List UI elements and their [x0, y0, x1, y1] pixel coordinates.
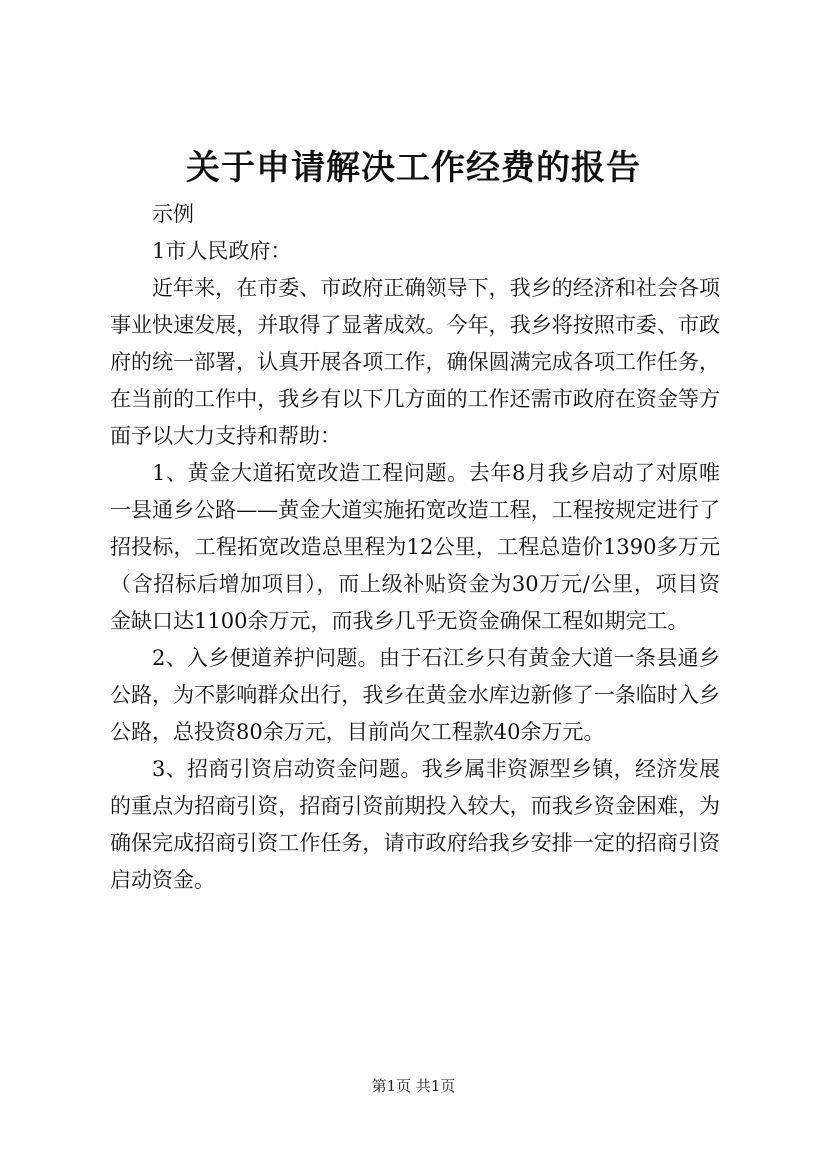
- paragraph-item-2: 2、入乡便道养护问题。由于石江乡只有黄金大道一条县通乡公路，为不影响群众出行，我乡在黄金水库边新修了一条临时入乡公路，总投资80余万元，目前尚欠工程款40余万元。: [110, 646, 720, 744]
- paragraph-salutation: 1市人民政府：: [152, 239, 292, 263]
- paragraph-example-label: 示例: [152, 202, 194, 226]
- page-footer: 第1页 共1页: [371, 1077, 456, 1095]
- paragraph-intro: 近年来，在市委、市政府正确领导下，我乡的经济和社会各项事业快速发展，并取得了显著成效。今年，我乡将按照市委、市政府的统一部署，认真开展各项工作，确保圆满完成各项工作任务，在当前的工作中，我乡有以下几方面的工作还需市政府在资金等方面予以大力支持和帮助：: [110, 276, 720, 448]
- paragraph-item-3: 3、招商引资启动资金问题。我乡属非资源型乡镇，经济发展的重点为招商引资，招商引资前期投入较大，而我乡资金困难，为确保完成招商引资工作任务，请市政府给我乡安排一定的招商引资启动资金。: [110, 757, 720, 892]
- paragraph-item-1: 1、黄金大道拓宽改造工程问题。去年8月我乡启动了对原唯一县通乡公路——黄金大道实施拓宽改造工程，工程按规定进行了招投标，工程拓宽改造总里程为12公里，工程总造价1390多万元（含招标后增加项目），而上级补贴资金为30万元/公里，项目资金缺口达1100余万元，而我乡几乎无资金确保工程如期完工。: [110, 461, 720, 633]
- document-body: [110, 196, 720, 899]
- document-title: 关于申请解决工作经费的报告: [186, 148, 641, 188]
